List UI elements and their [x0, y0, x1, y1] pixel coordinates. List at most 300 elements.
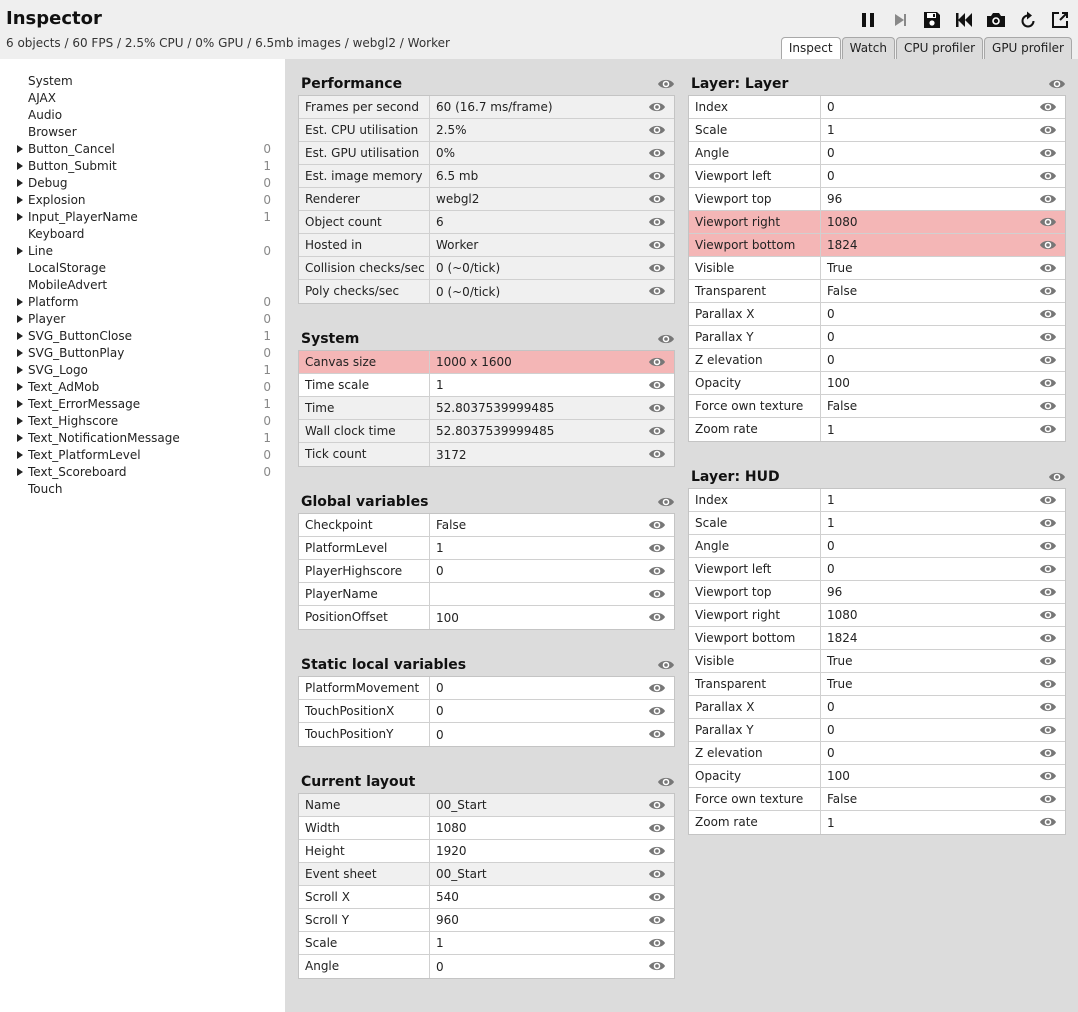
- expand-arrow-icon[interactable]: [17, 349, 23, 357]
- section-title: System: [301, 331, 360, 347]
- property-name: TouchPositionX: [299, 700, 430, 722]
- tree-item[interactable]: [0, 447, 285, 464]
- property-value[interactable]: 1: [827, 815, 835, 830]
- property-name: PlayerName: [299, 583, 430, 605]
- table-row: [689, 581, 1065, 604]
- table-row: [299, 583, 674, 606]
- property-value[interactable]: 0: [827, 307, 835, 321]
- tab-gpu-profiler[interactable]: GPU profiler: [984, 37, 1072, 59]
- property-value[interactable]: 1: [436, 378, 444, 392]
- property-value[interactable]: 0: [827, 353, 835, 367]
- expand-arrow-icon[interactable]: [17, 417, 23, 425]
- tree-item[interactable]: [0, 294, 285, 311]
- property-value[interactable]: 100: [436, 610, 459, 625]
- property-name: Viewport top: [689, 188, 821, 210]
- eye-icon[interactable]: [648, 101, 666, 113]
- property-value[interactable]: 0: [827, 539, 835, 553]
- expand-arrow-icon[interactable]: [17, 162, 23, 170]
- property-name: Est. image memory: [299, 165, 430, 187]
- eye-icon[interactable]: [1039, 494, 1057, 506]
- table-row: [299, 280, 674, 303]
- expand-arrow-icon[interactable]: [17, 145, 23, 153]
- property-value[interactable]: 1: [827, 516, 835, 530]
- tree-item-label: Browser: [28, 125, 77, 139]
- eye-icon[interactable]: [1039, 331, 1057, 343]
- stats-summary: 6 objects / 60 FPS / 2.5% CPU / 0% GPU / 6.5mb images / webgl2 / Worker: [6, 36, 450, 50]
- property-name: Z elevation: [689, 349, 821, 371]
- property-value[interactable]: True: [827, 654, 853, 668]
- property-value[interactable]: 0: [827, 146, 835, 160]
- tree-item[interactable]: [0, 481, 285, 498]
- table-row: [689, 535, 1065, 558]
- instance-count: 0: [263, 465, 271, 479]
- instance-count: 1: [263, 431, 271, 445]
- table-row: [689, 165, 1065, 188]
- property-value[interactable]: 0%: [436, 146, 456, 160]
- eye-icon[interactable]: [648, 588, 666, 600]
- eye-icon[interactable]: [648, 170, 666, 182]
- instance-count: 0: [263, 295, 271, 309]
- table-row: [689, 119, 1065, 142]
- property-value[interactable]: 96: [827, 192, 843, 206]
- restart-icon: [1018, 10, 1038, 30]
- property-value[interactable]: 1: [827, 123, 835, 137]
- property-name: Event sheet: [299, 863, 430, 885]
- instance-count: 1: [263, 397, 271, 411]
- eye-icon[interactable]: [1039, 170, 1057, 182]
- property-table: [298, 350, 675, 467]
- tree-item[interactable]: [0, 413, 285, 430]
- eye-icon[interactable]: [1039, 724, 1057, 736]
- property-table: [298, 95, 675, 304]
- rewind-button[interactable]: [952, 9, 976, 31]
- eye-icon[interactable]: [648, 448, 666, 460]
- eye-icon[interactable]: [648, 285, 666, 297]
- eye-icon[interactable]: [1039, 655, 1057, 667]
- section-system: [298, 314, 675, 467]
- eye-icon[interactable]: [648, 425, 666, 437]
- property-name: Zoom rate: [689, 811, 821, 834]
- eye-icon[interactable]: [648, 193, 666, 205]
- tree-item-label: SVG_ButtonClose: [28, 329, 133, 343]
- table-row: [299, 211, 674, 234]
- property-name: Parallax X: [689, 696, 821, 718]
- table-row: [689, 512, 1065, 535]
- instance-count: 0: [263, 414, 271, 428]
- tree-item-label: Text_PlatformLevel: [28, 448, 141, 462]
- restart-button[interactable]: [1016, 9, 1040, 31]
- eye-icon[interactable]: [1039, 308, 1057, 320]
- property-name: PlayerHighscore: [299, 560, 430, 582]
- tree-item[interactable]: [0, 328, 285, 345]
- property-value[interactable]: 00_Start: [436, 867, 487, 881]
- property-value[interactable]: 1920: [436, 844, 467, 858]
- property-value[interactable]: 6.5 mb: [436, 169, 479, 183]
- section-title: Performance: [301, 76, 403, 92]
- eye-icon[interactable]: [648, 239, 666, 251]
- property-value[interactable]: 1080: [827, 608, 858, 622]
- section-global-variables: [298, 477, 675, 630]
- property-name: Canvas size: [299, 351, 430, 373]
- eye-icon[interactable]: [648, 262, 666, 274]
- eye-icon[interactable]: [1039, 540, 1057, 552]
- eye-icon[interactable]: [648, 379, 666, 391]
- section-header: [298, 314, 675, 350]
- property-name: Angle: [689, 535, 821, 557]
- eye-icon[interactable]: [648, 891, 666, 903]
- property-name: PositionOffset: [299, 606, 430, 629]
- eye-icon[interactable]: [648, 799, 666, 811]
- expand-arrow-icon[interactable]: [17, 298, 23, 306]
- eye-icon[interactable]: [648, 728, 666, 740]
- section-header: [298, 640, 675, 676]
- property-value[interactable]: True: [827, 261, 853, 275]
- popout-button[interactable]: [1048, 9, 1072, 31]
- property-name: Viewport left: [689, 558, 821, 580]
- eye-icon[interactable]: [1048, 471, 1066, 483]
- property-value[interactable]: 100: [827, 769, 850, 783]
- eye-icon[interactable]: [648, 845, 666, 857]
- toolbar: [856, 9, 1072, 31]
- property-value[interactable]: 6: [436, 215, 444, 229]
- tree-item[interactable]: [0, 90, 285, 107]
- property-value[interactable]: 0: [827, 100, 835, 114]
- eye-icon[interactable]: [1048, 78, 1066, 90]
- property-name: Index: [689, 96, 821, 118]
- property-name: Zoom rate: [689, 418, 821, 441]
- page-title: Inspector: [6, 8, 102, 29]
- tree-item[interactable]: [0, 158, 285, 175]
- tree-item[interactable]: [0, 362, 285, 379]
- section-title: Current layout: [301, 774, 416, 790]
- table-row: [689, 719, 1065, 742]
- property-value[interactable]: 1080: [436, 821, 467, 835]
- property-value[interactable]: 0 (~0/tick): [436, 284, 501, 299]
- property-name: Scroll X: [299, 886, 430, 908]
- property-name: TouchPositionY: [299, 723, 430, 746]
- expand-arrow-icon[interactable]: [17, 196, 23, 204]
- eye-icon[interactable]: [657, 776, 675, 788]
- property-value[interactable]: 1000 x 1600: [436, 355, 512, 369]
- eye-icon[interactable]: [648, 124, 666, 136]
- table-row: [689, 489, 1065, 512]
- tab-watch[interactable]: Watch: [842, 37, 895, 59]
- property-name: Viewport right: [689, 604, 821, 626]
- property-name: Transparent: [689, 673, 821, 695]
- property-value[interactable]: 1080: [827, 215, 858, 229]
- property-value[interactable]: True: [827, 677, 853, 691]
- property-value[interactable]: False: [436, 518, 467, 532]
- eye-icon[interactable]: [1039, 586, 1057, 598]
- instance-count: 1: [263, 210, 271, 224]
- tree-item-label: SVG_Logo: [28, 363, 88, 377]
- property-value[interactable]: 0: [436, 681, 444, 695]
- tree-item[interactable]: [0, 260, 285, 277]
- table-row: [689, 303, 1065, 326]
- property-value[interactable]: 0: [827, 330, 835, 344]
- eye-icon[interactable]: [1039, 678, 1057, 690]
- expand-arrow-icon[interactable]: [17, 383, 23, 391]
- eye-icon[interactable]: [1039, 285, 1057, 297]
- property-value[interactable]: 1: [827, 493, 835, 507]
- table-row: [689, 280, 1065, 303]
- table-row: [299, 188, 674, 211]
- property-name: Parallax X: [689, 303, 821, 325]
- section-layer-hud: [688, 452, 1066, 835]
- tree-item[interactable]: [0, 226, 285, 243]
- table-row: [689, 257, 1065, 280]
- table-row: [299, 909, 674, 932]
- eye-icon[interactable]: [648, 611, 666, 623]
- property-name: Index: [689, 489, 821, 511]
- tree-item[interactable]: [0, 192, 285, 209]
- tree-item-label: SVG_ButtonPlay: [28, 346, 125, 360]
- property-name: Scale: [689, 512, 821, 534]
- right-column: [688, 59, 1066, 845]
- tab-bar: [781, 37, 1072, 59]
- eye-icon[interactable]: [648, 705, 666, 717]
- expand-arrow-icon[interactable]: [17, 315, 23, 323]
- eye-icon[interactable]: [648, 216, 666, 228]
- tree-item[interactable]: [0, 277, 285, 294]
- property-name: Parallax Y: [689, 719, 821, 741]
- property-value[interactable]: 1824: [827, 631, 858, 645]
- property-name: Width: [299, 817, 430, 839]
- object-tree: [0, 59, 285, 1012]
- table-row: [689, 234, 1065, 257]
- eye-icon[interactable]: [657, 78, 675, 90]
- tree-item-label: Text_ErrorMessage: [28, 397, 141, 411]
- property-value[interactable]: 0: [827, 562, 835, 576]
- eye-icon[interactable]: [648, 868, 666, 880]
- property-value[interactable]: 2.5%: [436, 123, 467, 137]
- property-value[interactable]: 0 (~0/tick): [436, 261, 501, 275]
- eye-icon[interactable]: [648, 822, 666, 834]
- tree-item-label: Line: [28, 244, 54, 258]
- tree-item[interactable]: [0, 243, 285, 260]
- table-row: [689, 395, 1065, 418]
- section-header: [298, 757, 675, 793]
- table-row: [689, 673, 1065, 696]
- section-title: Global variables: [301, 494, 429, 510]
- table-row: [299, 700, 674, 723]
- property-name: Tick count: [299, 443, 430, 466]
- tree-item[interactable]: [0, 107, 285, 124]
- eye-icon[interactable]: [1039, 632, 1057, 644]
- eye-icon[interactable]: [648, 147, 666, 159]
- table-row: [689, 349, 1065, 372]
- property-name: Z elevation: [689, 742, 821, 764]
- eye-icon[interactable]: [657, 659, 675, 671]
- property-table: [688, 95, 1066, 442]
- eye-icon[interactable]: [1039, 770, 1057, 782]
- property-value[interactable]: 52.8037539999485: [436, 401, 555, 415]
- table-row: [299, 606, 674, 629]
- property-name: Scroll Y: [299, 909, 430, 931]
- instance-count: 0: [263, 142, 271, 156]
- table-row: [689, 742, 1065, 765]
- eye-icon[interactable]: [1039, 216, 1057, 228]
- eye-icon[interactable]: [1039, 747, 1057, 759]
- tree-item[interactable]: [0, 124, 285, 141]
- tree-item[interactable]: [0, 141, 285, 158]
- property-value[interactable]: 0: [436, 727, 444, 742]
- expand-arrow-icon[interactable]: [17, 434, 23, 442]
- property-name: Opacity: [689, 372, 821, 394]
- tree-item-label: Debug: [28, 176, 68, 190]
- property-name: Est. GPU utilisation: [299, 142, 430, 164]
- property-value[interactable]: 1: [436, 936, 444, 950]
- table-row: [299, 932, 674, 955]
- property-table: [688, 488, 1066, 835]
- section-header: [688, 59, 1066, 95]
- table-row: [299, 886, 674, 909]
- property-value[interactable]: 540: [436, 890, 459, 904]
- property-value[interactable]: 3172: [436, 447, 467, 462]
- table-row: [299, 817, 674, 840]
- property-name: Visible: [689, 257, 821, 279]
- eye-icon[interactable]: [1039, 101, 1057, 113]
- eye-icon[interactable]: [657, 496, 675, 508]
- property-value[interactable]: 0: [436, 704, 444, 718]
- inspector-header: [0, 0, 1078, 59]
- tree-item[interactable]: [0, 430, 285, 447]
- eye-icon[interactable]: [648, 542, 666, 554]
- tree-item[interactable]: [0, 464, 285, 481]
- tree-item-label: Button_Cancel: [28, 142, 115, 156]
- eye-icon[interactable]: [1039, 147, 1057, 159]
- eye-icon[interactable]: [1039, 793, 1057, 805]
- eye-icon[interactable]: [1039, 377, 1057, 389]
- section-performance: [298, 59, 675, 304]
- eye-icon[interactable]: [1039, 193, 1057, 205]
- screenshot-button[interactable]: [984, 9, 1008, 31]
- eye-icon[interactable]: [1039, 239, 1057, 251]
- eye-icon[interactable]: [648, 937, 666, 949]
- eye-icon[interactable]: [648, 402, 666, 414]
- save-button[interactable]: [920, 9, 944, 31]
- property-value[interactable]: 0: [436, 564, 444, 578]
- tree-item[interactable]: [0, 175, 285, 192]
- property-value[interactable]: 00_Start: [436, 798, 487, 812]
- property-value[interactable]: webgl2: [436, 192, 480, 206]
- table-row: [689, 696, 1065, 719]
- expand-arrow-icon[interactable]: [17, 468, 23, 476]
- eye-icon[interactable]: [1039, 400, 1057, 412]
- expand-arrow-icon[interactable]: [17, 213, 23, 221]
- property-value[interactable]: 60 (16.7 ms/frame): [436, 100, 553, 114]
- tree-item-label: Text_NotificationMessage: [28, 431, 180, 445]
- property-value[interactable]: 0: [827, 746, 835, 760]
- property-value[interactable]: 0: [827, 700, 835, 714]
- property-name: Transparent: [689, 280, 821, 302]
- tree-item-label: MobileAdvert: [28, 278, 108, 292]
- table-row: [689, 604, 1065, 627]
- property-name: PlatformLevel: [299, 537, 430, 559]
- eye-icon[interactable]: [648, 682, 666, 694]
- section-header: [298, 477, 675, 513]
- eye-icon[interactable]: [1039, 423, 1057, 435]
- table-row: [299, 840, 674, 863]
- expand-arrow-icon[interactable]: [17, 332, 23, 340]
- table-row: [689, 788, 1065, 811]
- table-row: [299, 420, 674, 443]
- tab-inspect[interactable]: Inspect: [781, 37, 841, 59]
- tree-item[interactable]: [0, 379, 285, 396]
- eye-icon[interactable]: [657, 333, 675, 345]
- property-name: Viewport left: [689, 165, 821, 187]
- eye-icon[interactable]: [1039, 354, 1057, 366]
- eye-icon[interactable]: [1039, 816, 1057, 828]
- eye-icon[interactable]: [648, 960, 666, 972]
- property-value[interactable]: 0: [827, 169, 835, 183]
- expand-arrow-icon[interactable]: [17, 400, 23, 408]
- tree-item[interactable]: [0, 209, 285, 226]
- eye-icon[interactable]: [648, 519, 666, 531]
- eye-icon[interactable]: [1039, 609, 1057, 621]
- property-value[interactable]: False: [827, 792, 858, 806]
- expand-arrow-icon[interactable]: [17, 366, 23, 374]
- property-name: Height: [299, 840, 430, 862]
- eye-icon[interactable]: [1039, 563, 1057, 575]
- eye-icon[interactable]: [1039, 124, 1057, 136]
- eye-icon[interactable]: [648, 914, 666, 926]
- property-value[interactable]: 0: [827, 723, 835, 737]
- tree-item[interactable]: [0, 396, 285, 413]
- table-row: [689, 372, 1065, 395]
- section-current-layout: [298, 757, 675, 979]
- property-value[interactable]: 0: [436, 959, 444, 974]
- table-row: [689, 418, 1065, 441]
- property-value[interactable]: 1: [827, 422, 835, 437]
- eye-icon[interactable]: [648, 565, 666, 577]
- property-value[interactable]: 1: [436, 541, 444, 555]
- tree-item[interactable]: [0, 345, 285, 362]
- expand-arrow-icon[interactable]: [17, 247, 23, 255]
- eye-icon[interactable]: [1039, 262, 1057, 274]
- eye-icon[interactable]: [1039, 701, 1057, 713]
- expand-arrow-icon[interactable]: [17, 179, 23, 187]
- eye-icon[interactable]: [648, 356, 666, 368]
- property-name: Scale: [299, 932, 430, 954]
- property-value[interactable]: 1824: [827, 238, 858, 252]
- table-row: [299, 142, 674, 165]
- property-value[interactable]: 100: [827, 376, 850, 390]
- property-name: Opacity: [689, 765, 821, 787]
- eye-icon[interactable]: [1039, 517, 1057, 529]
- tree-item-label: Keyboard: [28, 227, 85, 241]
- pause-button[interactable]: [856, 9, 880, 31]
- tree-item[interactable]: [0, 311, 285, 328]
- tree-item-label: Text_Scoreboard: [28, 465, 127, 479]
- table-row: [299, 443, 674, 466]
- table-row: [299, 351, 674, 374]
- table-row: [689, 650, 1065, 673]
- property-value[interactable]: False: [827, 399, 858, 413]
- property-value[interactable]: 52.8037539999485: [436, 424, 555, 438]
- section-header: [298, 59, 675, 95]
- tab-cpu-profiler[interactable]: CPU profiler: [896, 37, 983, 59]
- tree-item[interactable]: [0, 73, 285, 90]
- property-value[interactable]: Worker: [436, 238, 479, 252]
- property-value[interactable]: 96: [827, 585, 843, 599]
- property-value[interactable]: 960: [436, 913, 459, 927]
- table-row: [299, 374, 674, 397]
- property-value[interactable]: False: [827, 284, 858, 298]
- step-button[interactable]: [888, 9, 912, 31]
- table-row: [299, 723, 674, 746]
- expand-arrow-icon[interactable]: [17, 451, 23, 459]
